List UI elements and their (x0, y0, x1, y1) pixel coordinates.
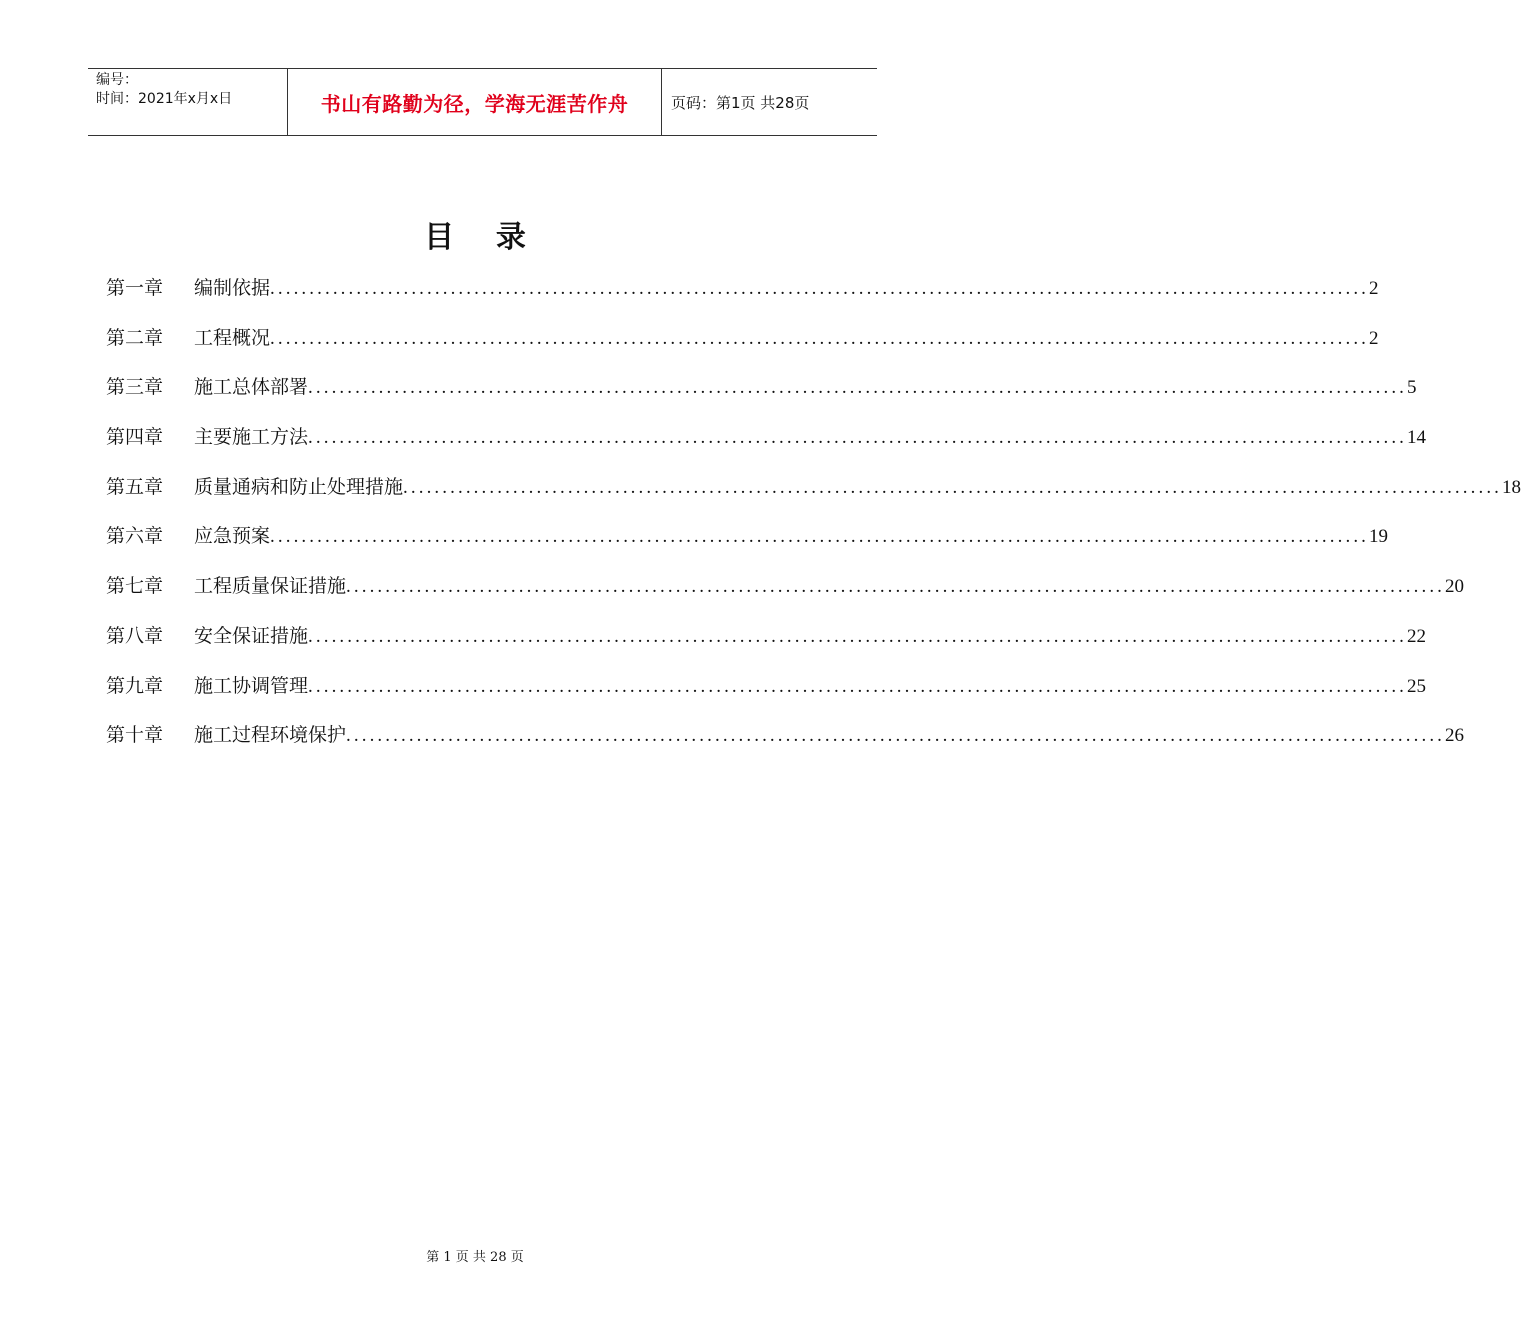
toc-page-number: 22 (1407, 625, 1427, 647)
document-time-label: 时间：2021年x月x日 (96, 91, 233, 107)
toc-page-number: 26 (1445, 725, 1465, 747)
toc-dot-leader: ............................................................................................................................................ (308, 377, 1408, 399)
toc-entry[interactable] (106, 568, 1465, 618)
toc-chapter-title: 工程概况 (194, 326, 271, 349)
toc-dot-leader: ............................................................................................................................................ (308, 427, 1408, 449)
toc-entry[interactable] (106, 369, 1417, 419)
toc-entry[interactable] (106, 668, 1427, 718)
header-meta-cell (88, 69, 288, 135)
toc-dot-leader: ............................................................................................................................................ (270, 278, 1370, 299)
toc-chapter-number: 第七章 (106, 575, 164, 598)
page-title: 目 录 (424, 220, 526, 255)
toc-chapter-title: 施工过程环境保护 (194, 724, 347, 747)
toc-page-number: 2 (1369, 327, 1379, 349)
toc-chapter-number: 第二章 (106, 326, 164, 349)
toc-entry[interactable] (106, 419, 1427, 469)
document-number-label: 编号： (96, 72, 138, 88)
toc-chapter-number: 第四章 (106, 426, 164, 449)
toc-dot-leader: ............................................................................................................................................ (270, 327, 1370, 349)
toc-page-number: 19 (1369, 526, 1389, 548)
document-header (88, 68, 877, 136)
toc-entry[interactable] (106, 320, 1379, 370)
toc-chapter-title: 应急预案 (194, 525, 271, 548)
header-motto-cell (288, 69, 662, 135)
header-page-info: 页码：第1页 共28页 (671, 93, 810, 112)
toc-dot-leader: ............................................................................................................................................ (403, 476, 1503, 498)
toc-page-number: 2 (1369, 278, 1379, 299)
header-motto: 书山有路勤为径，学海无涯苦作舟 (320, 91, 629, 116)
toc-entry[interactable] (106, 270, 1379, 320)
toc-chapter-number: 第八章 (106, 624, 164, 647)
toc-chapter-title: 安全保证措施 (194, 624, 309, 647)
toc-dot-leader: ............................................................................................................................................ (308, 625, 1408, 647)
page-footer: 第 1 页 共 28 页 (426, 1250, 524, 1265)
toc-chapter-number: 第九章 (106, 674, 164, 697)
toc-chapter-title: 编制依据 (194, 277, 271, 299)
toc-page-number: 20 (1445, 576, 1465, 598)
toc-chapter-number: 第五章 (106, 475, 164, 498)
toc-chapter-title: 质量通病和防止处理措施 (194, 475, 404, 498)
header-page-cell (662, 69, 877, 135)
toc-chapter-number: 第一章 (106, 277, 164, 299)
toc-dot-leader: ............................................................................................................................................ (346, 725, 1446, 747)
toc-chapter-title: 工程质量保证措施 (194, 575, 347, 598)
toc-dot-leader: ............................................................................................................................................ (308, 675, 1408, 697)
toc-page-number: 25 (1407, 675, 1427, 697)
toc-entry[interactable] (106, 469, 1521, 519)
toc-page-number: 18 (1502, 476, 1521, 498)
toc-entry[interactable] (106, 618, 1427, 668)
toc-chapter-title: 主要施工方法 (194, 426, 309, 449)
toc-page-number: 5 (1407, 377, 1417, 399)
toc-page-number: 14 (1407, 427, 1427, 449)
toc-entry[interactable] (106, 518, 1389, 568)
toc-dot-leader: ............................................................................................................................................ (346, 576, 1446, 598)
toc-chapter-number: 第十章 (106, 724, 164, 747)
toc-chapter-title: 施工总体部署 (194, 376, 309, 399)
toc-dot-leader: ............................................................................................................................................ (270, 526, 1370, 548)
toc-chapter-title: 施工协调管理 (194, 674, 309, 697)
toc-entry[interactable] (106, 717, 1465, 767)
toc-chapter-number: 第三章 (106, 376, 164, 399)
toc-chapter-number: 第六章 (106, 525, 164, 548)
table-of-contents (106, 270, 1521, 767)
